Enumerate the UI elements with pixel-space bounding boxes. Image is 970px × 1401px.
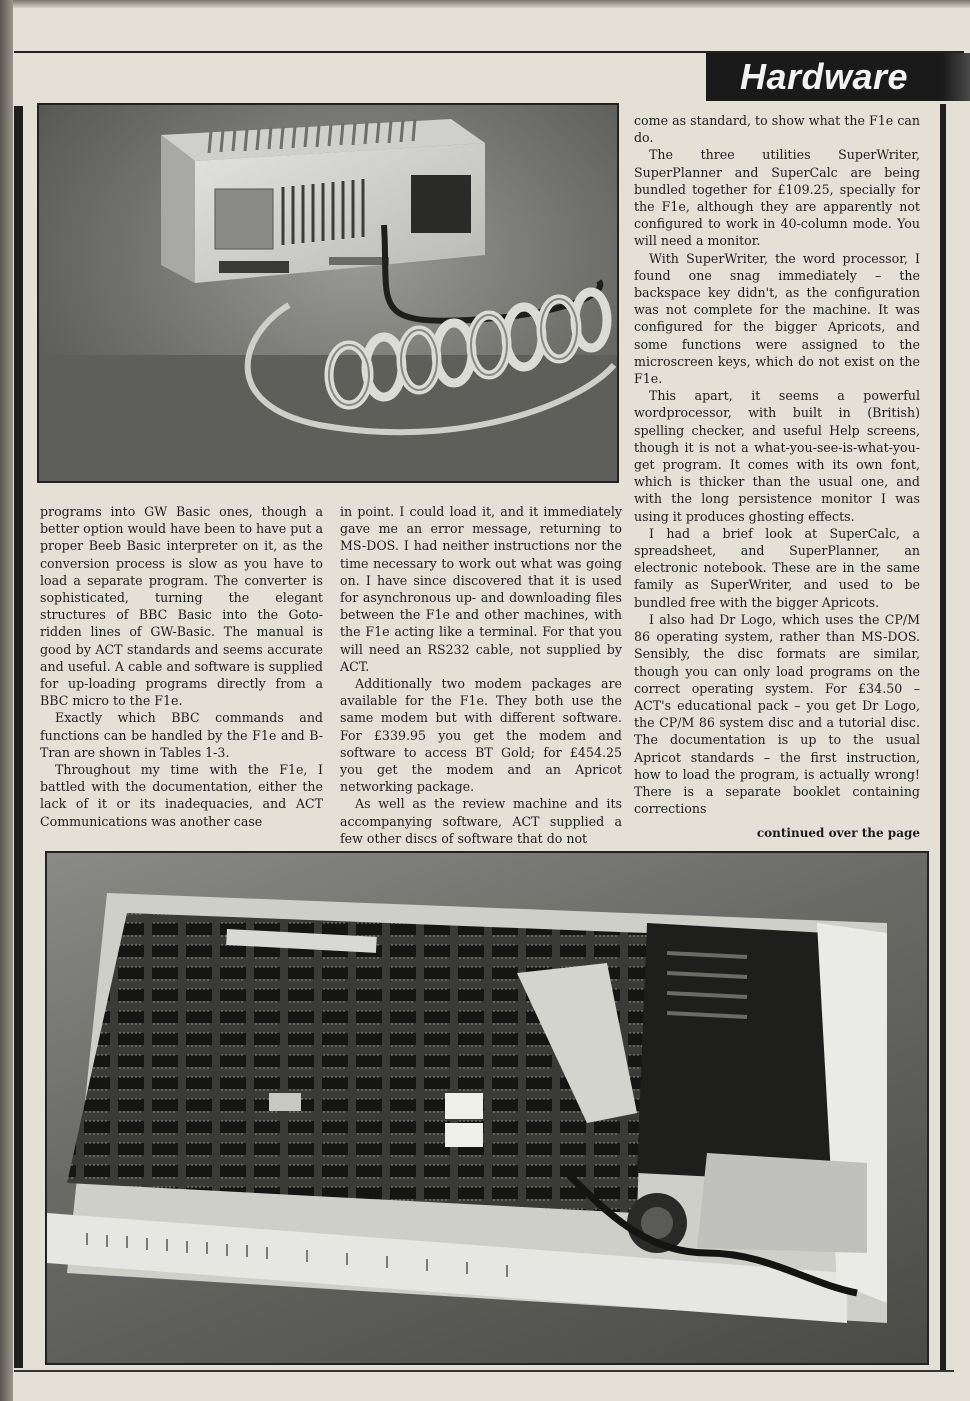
col3-paragraph-1: come as standard, to show what the F1e can do. bbox=[634, 113, 920, 146]
text-column-3 bbox=[634, 112, 920, 817]
continued-notice: continued over the page bbox=[756, 826, 920, 840]
col1-paragraph-1: programs into GW Basic ones, though a better option would have been to have put a proper Beeb Basic interpreter on it, as the conversion process is slow as you have to load a separate program. The converter is sophisticated, turning the elegant structures of BBC Basic into the Goto-ridden lines of GW-Basic. The manual is good by ACT standards and seems accurate and useful. A cable and software is supplied for up-loading programs directly from a BBC micro to the F1e. bbox=[40, 504, 323, 709]
motherboard-illustration bbox=[47, 853, 927, 1363]
col3-paragraph-4: This apart, it seems a powerful wordprocessor, with built in (British) spelling checker, and useful Help screens, though it is not a what-you-see-is-what-you-get program. It comes with its own font, which is thicker than the usual one, and with the long persistence monitor I was using it produces ghosting effects. bbox=[634, 388, 920, 524]
disc-unit-illustration bbox=[39, 105, 617, 481]
left-margin-bar bbox=[14, 106, 23, 1368]
col3-paragraph-3: With SuperWriter, the word processor, I found one snag immediately – the backspace key didn't, as the configuration was not complete for the machine. It was configured for the bigger Apricots, and some functions were assigned to the microscreen keys, which do not exist on the F1e. bbox=[634, 250, 920, 387]
col1-paragraph-2: Exactly which BBC commands and functions can be handled by the F1e and B-Tran are shown in Tables 1-3. bbox=[40, 710, 323, 760]
section-heading-fade bbox=[942, 53, 970, 101]
page-top-edge bbox=[0, 0, 970, 8]
footer-rule bbox=[14, 1370, 954, 1372]
col2-paragraph-1: in point. I could load it, and it immediately gave me an error message, returning to MS-DOS. I had neither instructions nor the time necessary to work out what was going on. I have since discovered that it is used for asynchronous up- and downloading files between the F1e and other machines, with the F1e acting like a terminal. For that you will need an RS232 cable, not supplied by ACT. bbox=[340, 504, 622, 674]
col2-paragraph-2: Additionally two modem packages are available for the F1e. They both use the same modem but with different software. For £339.95 you get the modem and software to access BT Gold; for £454.25 you get the modem and an Apricot networking package. bbox=[340, 676, 622, 795]
section-heading: Hardware bbox=[706, 53, 942, 101]
photo-disc-unit bbox=[37, 103, 619, 483]
photo-motherboard bbox=[45, 851, 929, 1365]
text-column-1 bbox=[40, 503, 323, 830]
right-margin-bar bbox=[940, 104, 946, 1372]
text-column-2 bbox=[340, 503, 622, 847]
col3-paragraph-5: I had a brief look at SuperCalc, a spreadsheet, and SuperPlanner, an electronic notebook. These are in the same family as SuperWriter, and used to be bundled free with the bigger Apricots. bbox=[634, 525, 920, 610]
col1-paragraph-3: Throughout my time with the F1e, I battled with the documentation, either the lack of it or its inadequacies, and ACT Communications was another case bbox=[40, 762, 323, 829]
col2-paragraph-3: As well as the review machine and its accompanying software, ACT supplied a few other discs of software that do not bbox=[340, 796, 622, 846]
page-spine-shadow bbox=[0, 0, 13, 1401]
col3-paragraph-2: The three utilities SuperWriter, SuperPlanner and SuperCalc are being bundled together for £109.25, specially for the F1e, although they are apparently not configured to work in 40-column mode. You will need a monitor. bbox=[634, 147, 920, 249]
col3-paragraph-6: I also had Dr Logo, which uses the CP/M 86 operating system, rather than MS-DOS. Sensibly, the disc formats are similar, though you can only load programs on the correct operating system. For £34.50 – ACT's educational pack – you get Dr Logo, the CP/M 86 system disc and a tutorial disc. The documentation is up to the usual Apricot standards – the first instruction, how to load the program, is actually wrong! There is a separate booklet containing corrections bbox=[634, 611, 920, 817]
